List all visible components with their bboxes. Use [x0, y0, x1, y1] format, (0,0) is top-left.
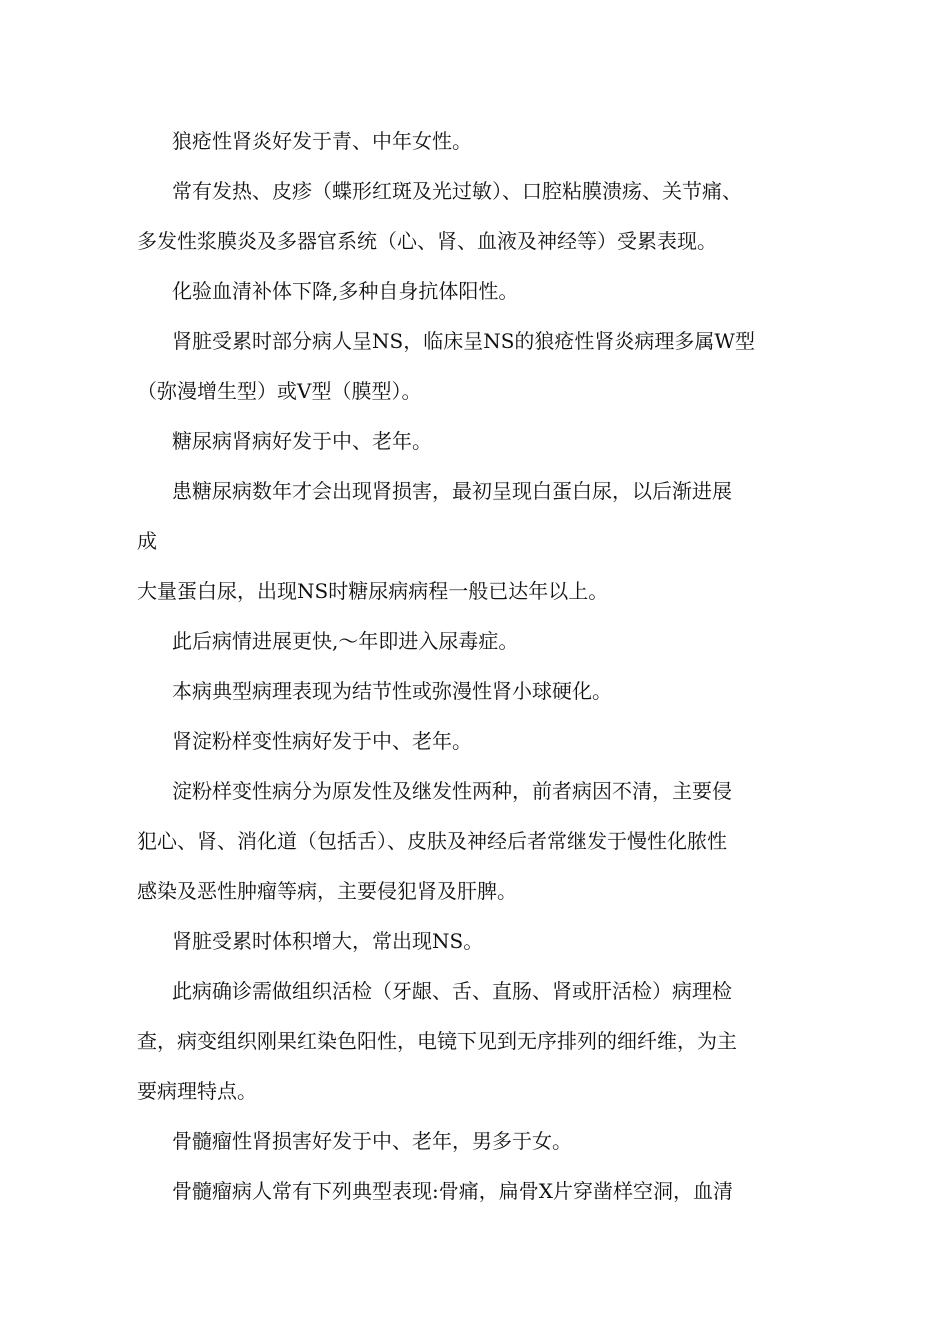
paragraph-line: 犯心、肾、消化道（包括舌）、皮肤及神经后者常继发于慢性化脓性 — [137, 829, 727, 853]
paragraph-line: 大量蛋白尿，出现NS时糖尿病病程一般已达年以上。 — [137, 579, 609, 603]
paragraph-line: 糖尿病肾病好发于中、老年。 — [172, 429, 432, 453]
paragraph-line: （弥漫增生型）或V型（膜型）。 — [137, 379, 422, 403]
paragraph-line: 肾脏受累时体积增大，常出现NS。 — [172, 929, 484, 953]
paragraph-line: 多发性浆膜炎及多器官系统（心、肾、血液及神经等）受累表现。 — [137, 229, 717, 253]
paragraph-line: 查，病变组织刚果红染色阳性，电镜下见到无序排列的细纤维，为主 — [137, 1029, 737, 1053]
paragraph-line: 肾淀粉样变性病好发于中、老年。 — [172, 729, 472, 753]
paragraph-line: 骨髓瘤病人常有下列典型表现:骨痛，扁骨X片穿凿样空洞，血清 — [172, 1179, 733, 1203]
paragraph-line: 此病确诊需做组织活检（牙龈、舌、直肠、肾或肝活检）病理检 — [172, 979, 732, 1003]
paragraph-line: 化验血清补体下降,多种自身抗体阳性。 — [172, 279, 519, 303]
paragraph-line: 患糖尿病数年才会出现肾损害，最初呈现白蛋白尿，以后渐进展 — [172, 479, 732, 503]
paragraph-line: 常有发热、皮疹（蝶形红斑及光过敏）、口腔粘膜溃疡、关节痛、 — [172, 179, 742, 203]
paragraph-line: 肾脏受累时部分病人呈NS，临床呈NS的狼疮性肾炎病理多属W型 — [172, 329, 755, 353]
paragraph-line: 本病典型病理表现为结节性或弥漫性肾小球硬化。 — [172, 679, 612, 703]
paragraph-line: 骨髓瘤性肾损害好发于中、老年，男多于女。 — [172, 1129, 572, 1153]
paragraph-line: 淀粉样变性病分为原发性及继发性两种，前者病因不清，主要侵 — [172, 779, 732, 803]
paragraph-line: 成 — [137, 529, 157, 553]
paragraph-line: 此后病情进展更快,〜年即进入尿毒症。 — [172, 629, 519, 653]
paragraph-line: 要病理特点。 — [137, 1079, 257, 1103]
paragraph-line: 狼疮性肾炎好发于青、中年女性。 — [172, 129, 472, 153]
paragraph-line: 感染及恶性肿瘤等病，主要侵犯肾及肝脾。 — [137, 879, 517, 903]
